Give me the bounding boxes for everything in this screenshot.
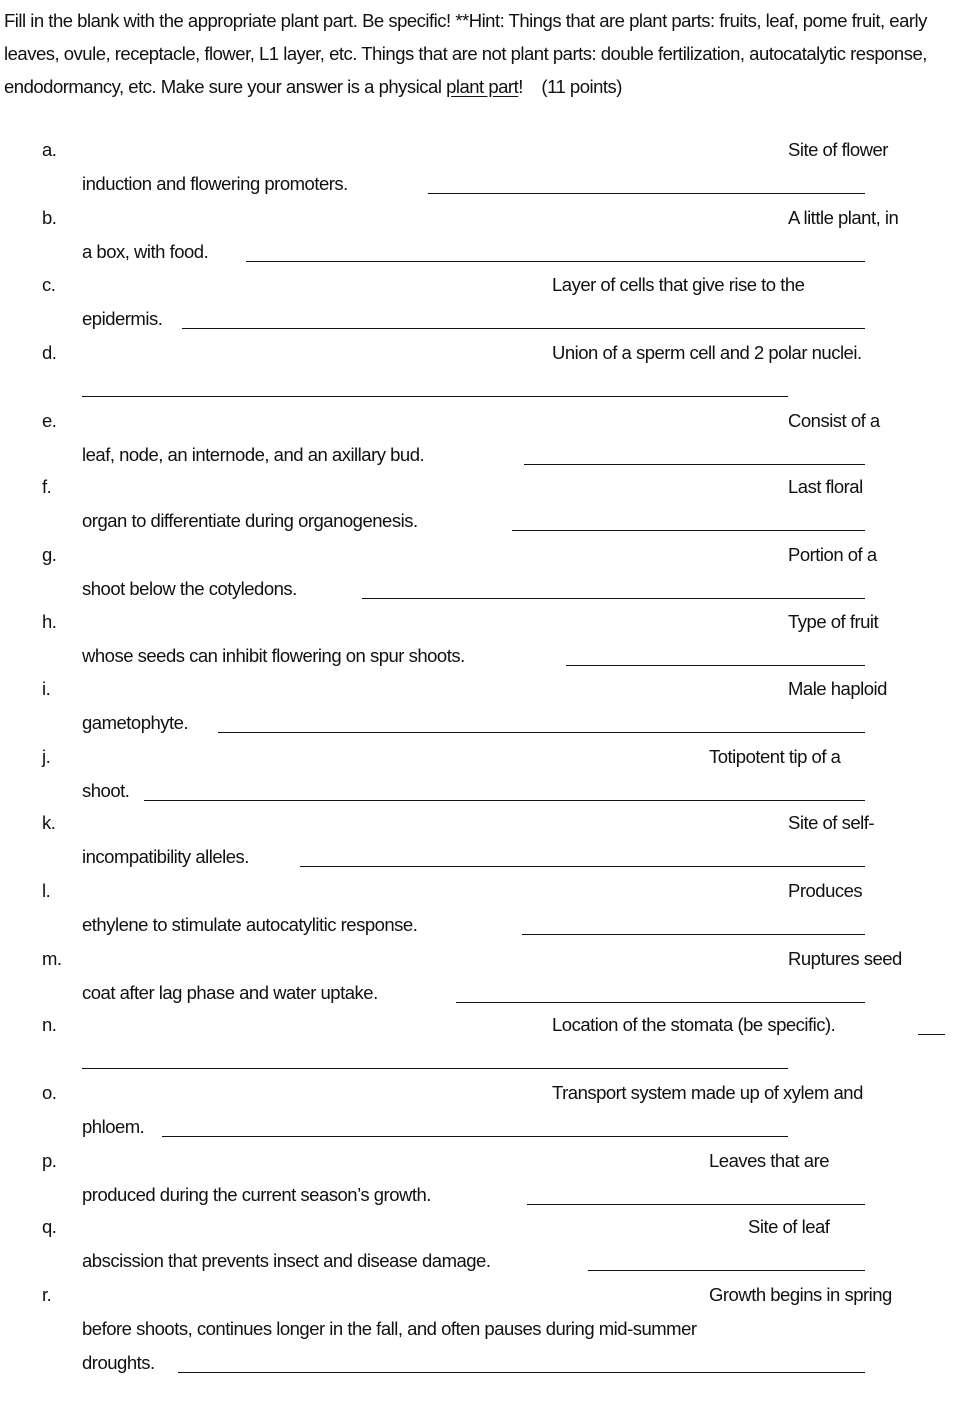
answer-blank[interactable] <box>82 396 788 397</box>
question-prompt: Layer of cells that give rise to the <box>552 274 805 295</box>
question-prompt: Totipotent tip of a <box>709 746 841 767</box>
question-prompt: Transport system made up of xylem and <box>552 1082 863 1103</box>
question-letter: h. <box>42 611 57 632</box>
answer-blank[interactable] <box>524 464 865 465</box>
question-prompt: Portion of a <box>788 544 877 565</box>
question-letter: c. <box>42 274 56 295</box>
question-letter: n. <box>42 1014 57 1035</box>
answer-blank[interactable] <box>522 934 865 935</box>
question-letter: g. <box>42 544 57 565</box>
instructions <box>4 4 964 103</box>
answer-blank[interactable] <box>82 1068 788 1069</box>
answer-blank[interactable] <box>527 1204 865 1205</box>
question-letter: r. <box>42 1284 52 1305</box>
question-continuation: ethylene to stimulate autocatylitic response. <box>82 914 418 935</box>
question-prompt: Union of a sperm cell and 2 polar nuclei. <box>552 342 862 363</box>
question-prompt: Site of flower <box>788 139 888 160</box>
question-continuation: incompatibility alleles. <box>82 846 249 867</box>
answer-blank[interactable] <box>178 1372 865 1373</box>
question-continuation: leaf, node, an internode, and an axillary bud. <box>82 444 425 465</box>
instructions-exclaim: ! <box>518 76 523 97</box>
question-letter: l. <box>42 880 51 901</box>
question-letter: k. <box>42 812 56 833</box>
answer-blank[interactable] <box>456 1002 865 1003</box>
question-continuation: a box, with food. <box>82 241 209 262</box>
question-continuation: organ to differentiate during organogenesis. <box>82 510 418 531</box>
question-letter: e. <box>42 410 57 431</box>
question-letter: a. <box>42 139 57 160</box>
answer-blank[interactable] <box>218 732 865 733</box>
answer-blank[interactable] <box>512 530 865 531</box>
question-continuation: phloem. <box>82 1116 145 1137</box>
question-letter: j. <box>42 746 51 767</box>
question-prompt: Last floral <box>788 476 863 497</box>
question-prompt: Male haploid <box>788 678 887 699</box>
question-letter: m. <box>42 948 62 969</box>
answer-blank[interactable] <box>300 866 865 867</box>
question-continuation: produced during the current season’s growth. <box>82 1184 431 1205</box>
question-prompt: Consist of a <box>788 410 880 431</box>
question-letter: q. <box>42 1216 57 1237</box>
question-continuation: before shoots, continues longer in the fall, and often pauses during mid-summer <box>82 1318 697 1339</box>
question-prompt: Type of fruit <box>788 611 879 632</box>
question-continuation: shoot. <box>82 780 130 801</box>
answer-blank[interactable] <box>182 328 865 329</box>
question-continuation: gametophyte. <box>82 712 189 733</box>
points-label: (11 points) <box>541 76 622 97</box>
answer-blank[interactable] <box>428 193 865 194</box>
question-prompt: Site of leaf <box>748 1216 830 1237</box>
question-letter: i. <box>42 678 51 699</box>
answer-blank[interactable] <box>588 1270 865 1271</box>
question-prompt: Ruptures seed <box>788 948 902 969</box>
question-prompt: Growth begins in spring <box>709 1284 892 1305</box>
question-continuation: abscission that prevents insect and disease damage. <box>82 1250 491 1271</box>
question-prompt: Leaves that are <box>709 1150 830 1171</box>
instructions-underlined: plant part <box>446 76 519 97</box>
answer-blank[interactable] <box>162 1136 788 1137</box>
question-continuation: epidermis. <box>82 308 163 329</box>
answer-blank[interactable] <box>246 261 865 262</box>
question-letter: p. <box>42 1150 57 1171</box>
question-continuation: shoot below the cotyledons. <box>82 578 297 599</box>
question-letter: o. <box>42 1082 57 1103</box>
question-prompt: Produces <box>788 880 863 901</box>
question-continuation: coat after lag phase and water uptake. <box>82 982 378 1003</box>
answer-blank[interactable] <box>144 800 865 801</box>
answer-blank[interactable] <box>566 665 865 666</box>
instructions-text: Fill in the blank with the appropriate plant part. Be specific! **Hint: Things that are plant parts: fruits, leaf, pome fruit, early leaves, ovule, receptacle, flower, L1 layer, etc. Things that are not plant parts: double fertilization, autocatalytic response, endodormancy, etc. Make sure your answer is a physical <box>4 10 927 97</box>
question-letter: b. <box>42 207 57 228</box>
answer-blank-short[interactable] <box>918 1034 945 1035</box>
question-continuation: whose seeds can inhibit flowering on spur shoots. <box>82 645 465 666</box>
question-continuation: induction and flowering promoters. <box>82 173 348 194</box>
question-continuation-2: droughts. <box>82 1352 155 1373</box>
question-prompt: Site of self- <box>788 812 875 833</box>
question-letter: f. <box>42 476 52 497</box>
question-prompt: A little plant, in <box>788 207 899 228</box>
question-prompt: Location of the stomata (be specific). <box>552 1014 836 1035</box>
question-letter: d. <box>42 342 57 363</box>
answer-blank[interactable] <box>362 598 865 599</box>
